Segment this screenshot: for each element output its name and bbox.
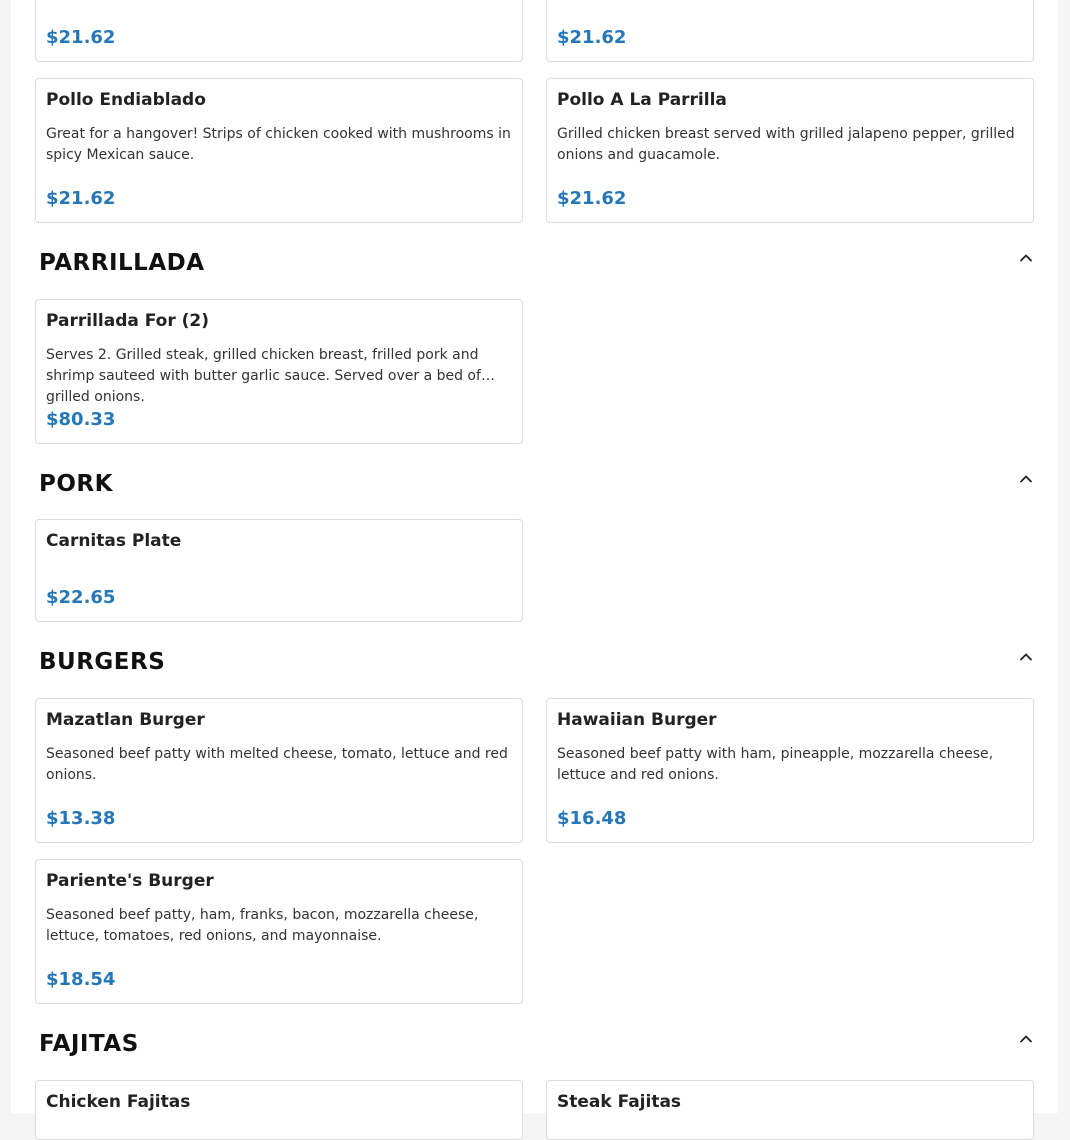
item-price: $22.65: [46, 587, 116, 608]
section-header-parrillada: [39, 250, 1039, 280]
item-name: Pollo A La Parrilla: [557, 90, 727, 110]
chevron-up-icon[interactable]: [1018, 471, 1034, 487]
menu-item-card[interactable]: [546, 0, 1034, 62]
menu-page: [11, 0, 1058, 1113]
item-description: Seasoned beef patty with melted cheese, tomato, lettuce and red onions.: [46, 746, 508, 783]
item-price: $80.33: [46, 409, 116, 430]
section-title: PORK: [39, 471, 113, 497]
menu-item-card[interactable]: [35, 0, 523, 62]
item-name: Carnitas Plate: [46, 531, 182, 551]
item-name: Hawaiian Burger: [557, 710, 717, 730]
menu-item-card[interactable]: [35, 78, 523, 223]
item-name: Chicken Fajitas: [46, 1092, 191, 1112]
menu-item-card[interactable]: [546, 1080, 1034, 1140]
chevron-up-icon[interactable]: [1018, 1031, 1034, 1047]
section-title: FAJITAS: [39, 1031, 139, 1057]
item-description: Seasoned beef patty, ham, franks, bacon, mozzarella cheese, lettuce, tomatoes, red onions, and mayonnaise.: [46, 907, 479, 944]
menu-item-card[interactable]: [35, 519, 523, 622]
item-name: Pollo Endiablado: [46, 90, 206, 110]
menu-item-card[interactable]: [546, 698, 1034, 843]
item-name: Steak Fajitas: [557, 1092, 682, 1112]
item-description: Serves 2. Grilled steak, grilled chicken breast, frilled pork and shrimp sauteed with butter garlic sauce. Served over a bed of grilled onions.: [46, 347, 481, 405]
section-header-pork: [39, 471, 1039, 501]
section-header-burgers: [39, 649, 1039, 679]
chevron-up-icon[interactable]: [1018, 649, 1034, 665]
menu-item-card[interactable]: [35, 1080, 523, 1140]
menu-item-card[interactable]: [35, 299, 523, 444]
item-name: Pariente's Burger: [46, 871, 214, 891]
item-price: $16.48: [557, 808, 627, 829]
item-price: $21.62: [46, 188, 116, 209]
item-price: $21.62: [557, 27, 627, 48]
menu-item-card[interactable]: [546, 78, 1034, 223]
menu-item-card[interactable]: [35, 698, 523, 843]
item-price: $21.62: [46, 27, 116, 48]
item-description: Grilled chicken breast served with grilled jalapeno pepper, grilled onions and guacamole.: [557, 126, 1015, 163]
item-description: Seasoned beef patty with ham, pineapple, mozzarella cheese, lettuce and red onions.: [557, 746, 994, 783]
item-price: $21.62: [557, 188, 627, 209]
item-price: $13.38: [46, 808, 116, 829]
section-title: BURGERS: [39, 649, 166, 675]
menu-item-card[interactable]: [35, 859, 523, 1004]
item-name: Parrillada For (2): [46, 311, 210, 331]
item-description: Great for a hangover! Strips of chicken cooked with mushrooms in spicy Mexican sauce.: [46, 126, 511, 163]
section-header-fajitas: [39, 1031, 1039, 1061]
item-price: $18.54: [46, 969, 116, 990]
item-name: Mazatlan Burger: [46, 710, 205, 730]
section-title: PARRILLADA: [39, 250, 205, 276]
chevron-up-icon[interactable]: [1018, 250, 1034, 266]
